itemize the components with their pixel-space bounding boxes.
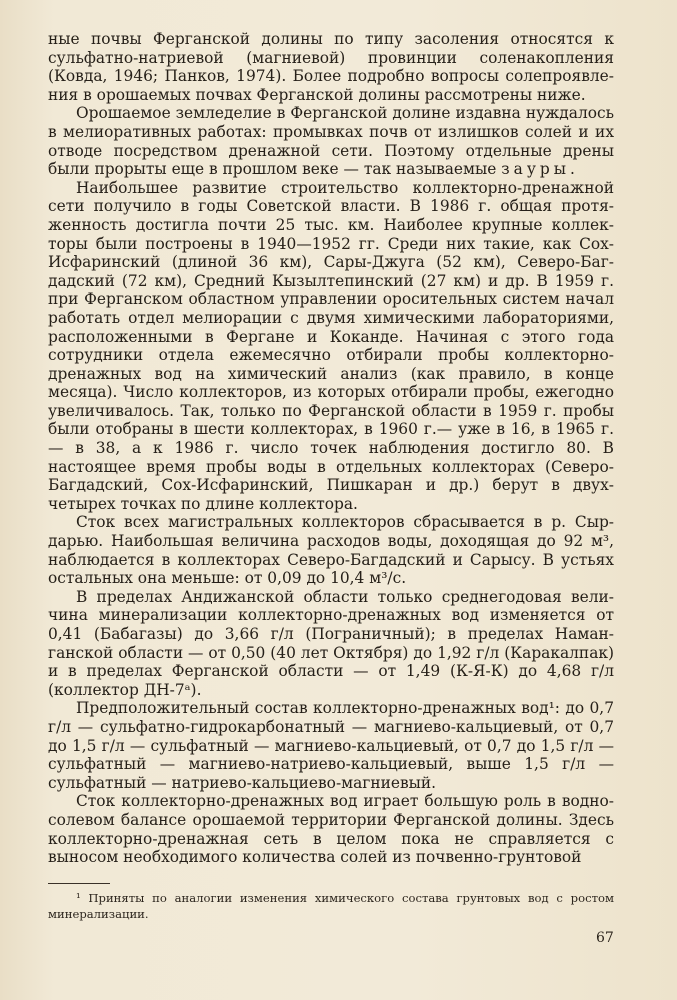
paragraph-5: В пределах Андижанской области только среднегодовая величина минерализации коллекторно-дренажных вод изменяется от 0,41 (Бабагазы) до 3,66 г/л (Пограничный); в пределах Наманганской области — от 0,50 (40 лет Октября) до 1,92 г/л (Каракалпак) и в пределах Ферганской области — от 1,49 (К-Я-К) до 4,68 г/л (коллектор ДН-7ᵃ). [48,587,614,699]
footnote-divider [48,883,110,884]
paragraph-4: Сток всех магистральных коллекторов сбрасывается в р. Сырдарью. Наибольшая величина расходов воды, доходящая до 92 м³, наблюдается в коллекторах Северо-Багдадский и Сарысу. В устьях остальных она меньше: от 0,09 до 10,4 м³/с. [48,513,614,588]
paragraph-2-spaced-term: зауры [501,160,570,179]
paragraph-2-text: Орошаемое земледелие в Ферганской долине издавна нуждалось в мелиоративных работах: промывках почв от излишков солей и их отводе посредством дренажной сети. Поэтому отдельные дрены были прорыты еще в прошлом веке — так называемые [48,104,614,179]
footnote: ¹ Приняты по аналогии изменения химического состава грунтовых вод с ростом минерализации. [48,891,614,921]
paragraph-3: Наибольшее развитие строительство коллекторно-дренажной сети получило в годы Советской власти. В 1986 г. общая протяженность достигла почти 25 тыс. км. Наиболее крупные коллекторы были построены в 1940—1952 гг. Среди них такие, как Сох-Исфаринский (длиной 36 км), Сары-Джуга (52 км), Северо-Багдадский (72 км), Средний Кызылтепинский (27 км) и др. В 1959 г. при Ферганском областном управлении оросительных систем начал работать отдел мелиорации с двумя химическими лабораториями, расположенными в Фергане и Коканде. Начиная с этого года сотрудники отдела ежемесячно отбирали пробы коллекторно-дренажных вод на химический анализ (как правило, в конце месяца). Число коллекторов, из которых отбирали пробы, ежегодно увеличивалось. Так, только по Ферганской области в 1959 г. пробы были отобраны в шести коллекторах, в 1960 г.— уже в 16, в 1965 г.— в 38, а к 1986 г. число точек наблюдения достигло 80. В настоящее время пробы воды в отдельных коллекторах (Северо-Багдадский, Сох-Исфаринский, Пишкаран и др.) берут в двух-четырех точках по длине коллектора. [48,178,614,513]
body-text [48,30,614,867]
page-number: 67 [596,930,614,946]
paragraph-1: ные почвы Ферганской долины по типу засоления относятся к сульфатно-натриевой (магниевой) провинции соленакопления (Ковда, 1946; Панков, 1974). Более подробно вопросы солепроявления в орошаемых почвах Ферганской долины рассмотрены ниже. [48,30,614,104]
paragraph-2-end: . [570,160,575,179]
paragraph-6: Предположительный состав коллекторно-дренажных вод¹: до 0,7 г/л — сульфатно-гидрокарбонатный — магниево-кальциевый, от 0,7 до 1,5 г/л — сульфатный — магниево-кальциевый, от 0,7 до 1,5 г/л — сульфатный — магниево-натриево-кальциевый, выше 1,5 г/л — сульфатный — натриево-кальциево-магниевый. [48,699,614,792]
paragraph-7: Сток коллекторно-дренажных вод играет большую роль в водно-солевом балансе орошаемой территории Ферганской долины. Здесь коллекторно-дренажная сеть в целом пока не справляется с выносом необходимого количества солей из почвенно-грунтовой [48,792,614,867]
paragraph-2 [48,104,614,178]
